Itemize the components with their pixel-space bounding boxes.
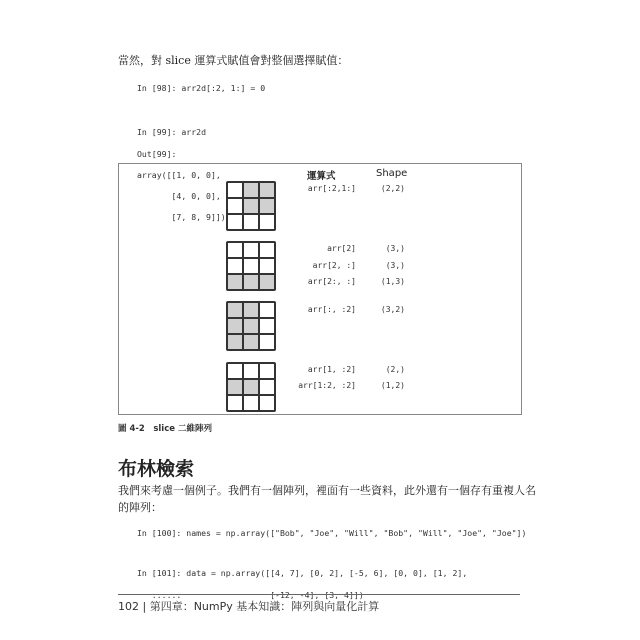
code-line: In [100]: names = np.array(["Bob", "Joe", "Will", "Bob", "Will", "Joe", "Joe"]) xyxy=(137,527,527,538)
grid-cell xyxy=(243,242,259,258)
code-line xyxy=(137,549,526,558)
grid-cell-selected xyxy=(227,379,243,395)
code-block-2 xyxy=(137,517,526,611)
grid-diagram xyxy=(226,241,276,291)
code-line: array([[1, 0, 0], xyxy=(137,169,221,180)
shape: (2,) xyxy=(385,365,405,374)
grid-cell xyxy=(259,318,275,334)
grid-cell-selected xyxy=(259,274,275,290)
grid-cell-selected xyxy=(243,182,259,198)
expression: arr[:, :2] xyxy=(307,305,356,314)
expression: arr[2] xyxy=(327,244,356,253)
grid-diagram xyxy=(226,301,276,351)
grid-cell xyxy=(243,258,259,274)
grid-cell-selected xyxy=(243,379,259,395)
grid-cell xyxy=(227,214,243,230)
grid-cell xyxy=(259,302,275,318)
code-line: [4, 0, 0], xyxy=(137,190,221,201)
section-heading: 布林檢索 xyxy=(118,458,195,480)
shape: (2,2) xyxy=(380,184,405,193)
grid-cell-selected xyxy=(227,318,243,334)
shape: (1,2) xyxy=(380,381,405,390)
grid-cell xyxy=(243,395,259,411)
expression: arr[1:2, :2] xyxy=(298,381,356,390)
grid-cell-selected xyxy=(243,274,259,290)
figure-caption: 圖 4-2 slice 二維陣列 xyxy=(118,424,212,434)
code-line: In [98]: arr2d[:2, 1:] = 0 xyxy=(137,82,266,93)
grid-cell-selected xyxy=(243,318,259,334)
grid-cell-selected xyxy=(259,182,275,198)
shape: (3,) xyxy=(385,244,405,253)
grid-cell xyxy=(243,363,259,379)
shape: (3,) xyxy=(385,261,405,270)
grid-cell xyxy=(259,258,275,274)
header-expression: 運算式 xyxy=(307,171,336,182)
footer-rule xyxy=(118,594,520,595)
expression: arr[2:, :] xyxy=(307,277,356,286)
grid-cell xyxy=(259,395,275,411)
code-line xyxy=(137,104,265,117)
grid-cell xyxy=(227,363,243,379)
grid-cell-selected xyxy=(227,302,243,318)
grid-diagram xyxy=(226,181,276,231)
grid-cell-selected xyxy=(227,274,243,290)
shape: (1,3) xyxy=(380,277,405,286)
expression: arr[1, :2] xyxy=(307,365,356,374)
code-line: Out[99]: xyxy=(137,148,177,159)
grid-diagram xyxy=(226,362,276,412)
figure-slice-2d xyxy=(118,163,522,415)
grid-cell xyxy=(227,242,243,258)
grid-cell xyxy=(259,363,275,379)
grid-cell xyxy=(227,182,243,198)
grid-cell-selected xyxy=(227,334,243,350)
expression: arr[:2,1:] xyxy=(307,184,356,193)
grid-cell xyxy=(259,334,275,350)
intro-text: 當然，對 slice 運算式賦值會對整個選擇賦值： xyxy=(118,54,349,67)
paragraph-line: 我們來考慮一個例子。我們有一個陣列，裡面有一些資料，此外還有一個存有重複人名 xyxy=(118,484,536,497)
grid-cell xyxy=(227,198,243,214)
expression: arr[2, :] xyxy=(312,261,356,270)
shape: (3,2) xyxy=(380,305,405,314)
grid-cell xyxy=(259,214,275,230)
grid-cell-selected xyxy=(259,198,275,214)
paragraph-line: 的陣列： xyxy=(118,501,162,514)
grid-cell xyxy=(227,258,243,274)
code-line: [7, 8, 9]]) xyxy=(137,212,226,223)
grid-cell xyxy=(243,214,259,230)
page-footer: 102 | 第四章：NumPy 基本知識：陣列與向量化計算 xyxy=(118,600,380,613)
grid-cell xyxy=(227,395,243,411)
grid-cell xyxy=(259,242,275,258)
code-line: In [101]: data = np.array([[4, 7], [0, 2], [-5, 6], [0, 0], [1, 2], xyxy=(137,568,468,579)
grid-cell-selected xyxy=(243,334,259,350)
code-line: In [99]: arr2d xyxy=(137,127,207,138)
grid-cell-selected xyxy=(243,302,259,318)
grid-cell xyxy=(259,379,275,395)
grid-cell-selected xyxy=(243,198,259,214)
header-shape: Shape xyxy=(376,168,408,179)
